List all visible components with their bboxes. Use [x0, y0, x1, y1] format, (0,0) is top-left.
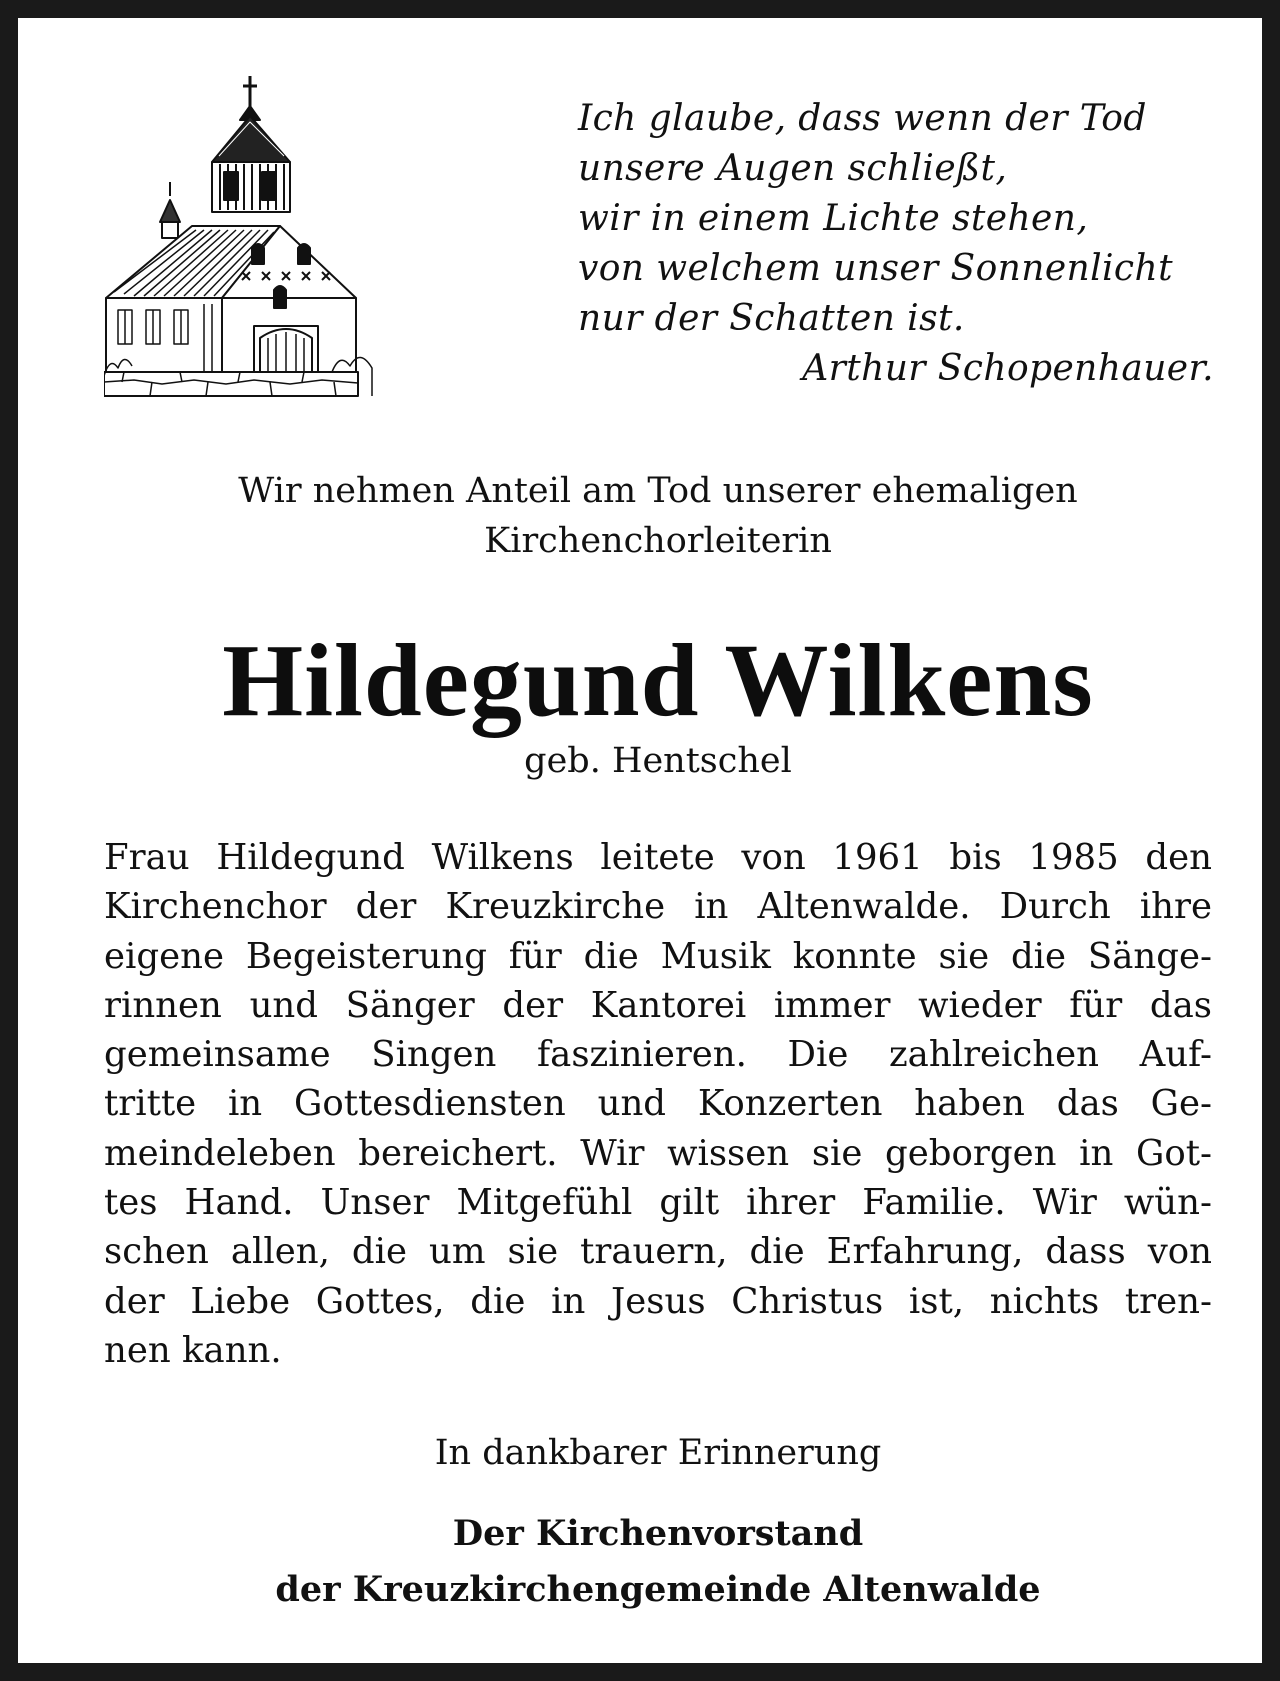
body-line: gemeinsame Singen faszinieren. Die zahlreichen Auf- [104, 1034, 1212, 1076]
body-line: Frau Hildegund Wilkens leitete von 1961 bis 1985 den [104, 837, 1212, 878]
body-line: meindeleben bereichert. Wir wissen sie geborgen in Got- [104, 1132, 1212, 1174]
signature-line: Der Kirchenvorstand [452, 1513, 864, 1554]
body-line: schen allen, die um sie trauern, die Erfahrung, dass von [104, 1231, 1212, 1273]
quote-line: von welchem unser Sonnenlicht [578, 248, 1173, 289]
body-line: der Liebe Gottes, die in Jesus Christus ist, nichts tren- [104, 1280, 1212, 1322]
body-line: rinnen und Sänger der Kantorei immer wieder für das [104, 984, 1212, 1026]
body-line: nen kann. [104, 1329, 282, 1371]
body-paragraph [104, 833, 1212, 1375]
church-drawing-icon [104, 76, 380, 398]
quote-line: Ich glaube, dass wenn der Tod [578, 98, 1147, 139]
body-line: Kirchenchor der Kreuzkirche in Altenwalde. Durch ihre [104, 886, 1212, 928]
quote-line: unsere Augen schließt, [578, 148, 1008, 189]
deceased-name: Hildegund Wilkens [222, 623, 1094, 738]
quote-author: Arthur Schopenhauer. [802, 348, 1214, 389]
body-line: tritte in Gottesdiensten und Konzerten haben das Ge- [104, 1083, 1212, 1125]
intro-text [78, 466, 1238, 566]
signature-line: der Kreuzkirchengemeinde Altenwalde [275, 1569, 1041, 1610]
closing-text: In dankbarer Erinnerung [434, 1433, 882, 1473]
maiden-name: geb. Hentschel [524, 741, 792, 781]
signature-block [38, 1506, 1278, 1618]
quote-line: wir in einem Lichte stehen, [578, 198, 1089, 239]
quote-block [578, 94, 1218, 394]
body-line: tes Hand. Unser Mitgefühl gilt ihrer Familie. Wir wün- [104, 1182, 1212, 1224]
intro-line: Kirchenchorleiterin [484, 521, 832, 561]
intro-line: Wir nehmen Anteil am Tod unserer ehemaligen [238, 471, 1078, 511]
body-line: eigene Begeisterung für die Musik konnte sie die Sänge- [104, 935, 1212, 977]
quote-line: nur der Schatten ist. [578, 298, 965, 339]
